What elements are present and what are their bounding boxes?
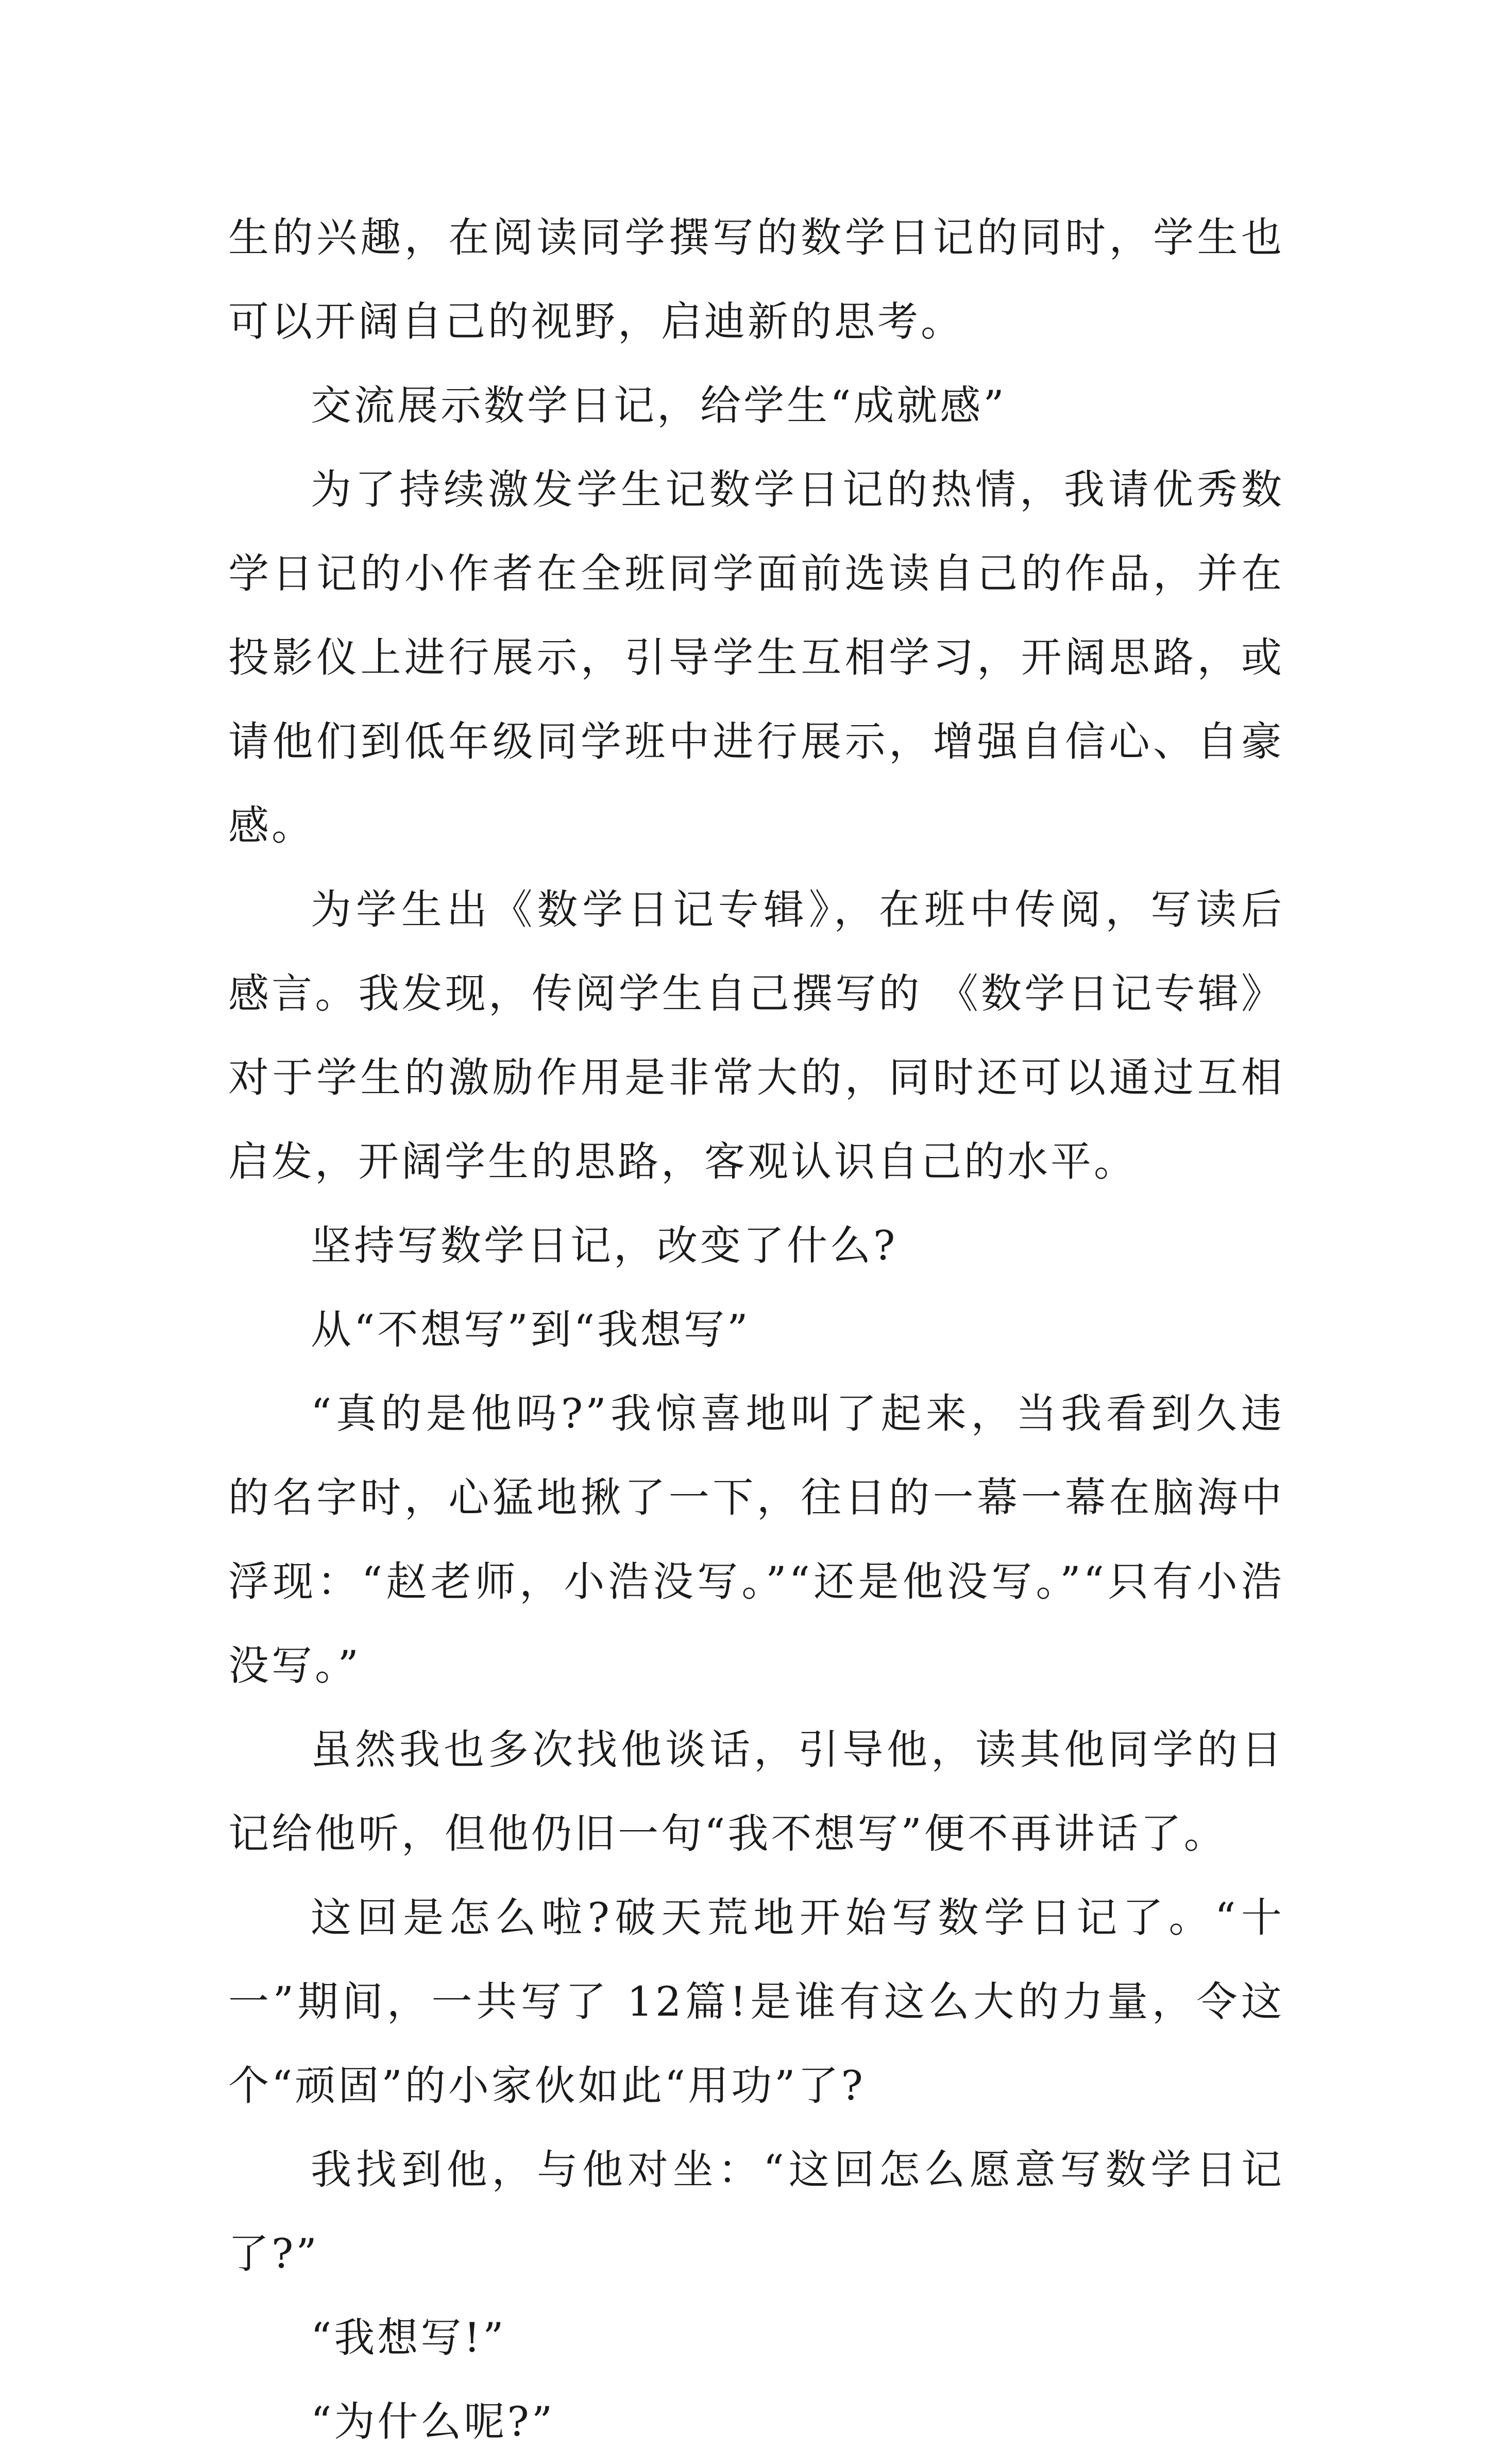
paragraph-7: “真的是他吗?”我惊喜地叫了起来，当我看到久违的名字时，心猛地揪了一下，往日的一幕一幕在脑海中浮现：“赵老师，小浩没写。”“还是他没写。”“只有小浩没写。”: [228, 1390, 1284, 1689]
paragraph-2: 交流展示数学日记，给学生“成就感”: [311, 382, 1007, 429]
paragraph-8: 虽然我也多次找他谈话，引导他，读其他同学的日记给他听，但他仍旧一句“我不想写”便不再讲话了。: [228, 1726, 1284, 1857]
paragraph-3: 为了持续激发学生记数学日记的热情，我请优秀数学日记的小作者在全班同学面前选读自己的作品，并在投影仪上进行展示，引导学生互相学习，开阔思路，或请他们到低年级同学班中进行展示，增强自信心、自豪感。: [228, 466, 1284, 849]
document-body: [228, 196, 1284, 2464]
paragraph-10: 我找到他，与他对坐：“这回怎么愿意写数学日记了?”: [228, 2146, 1284, 2277]
paragraph-11: “我想写!”: [311, 2314, 506, 2361]
paragraph-9: 这回是怎么啦?破天荒地开始写数学日记了。“十一”期间，一共写了 12篇!是谁有这么大的力量，令这个“顽固”的小家伙如此“用功”了?: [228, 1894, 1284, 2109]
paragraph-5: 坚持写数学日记，改变了什么?: [311, 1222, 898, 1269]
paragraph-1: 生的兴趣，在阅读同学撰写的数学日记的同时，学生也可以开阔自己的视野，启迪新的思考。: [228, 214, 1284, 345]
paragraph-6: 从“不想写”到“我想写”: [311, 1306, 751, 1353]
paragraph-4: 为学生出《数学日记专辑》，在班中传阅，写读后感言。我发现，传阅学生自己撰写的 《数学日记专辑》对于学生的激励作用是非常大的，同时还可以通过互相启发，开阔学生的思路，客观认识自己的水平。: [228, 886, 1284, 1185]
paragraph-12: “为什么呢?”: [311, 2398, 555, 2445]
